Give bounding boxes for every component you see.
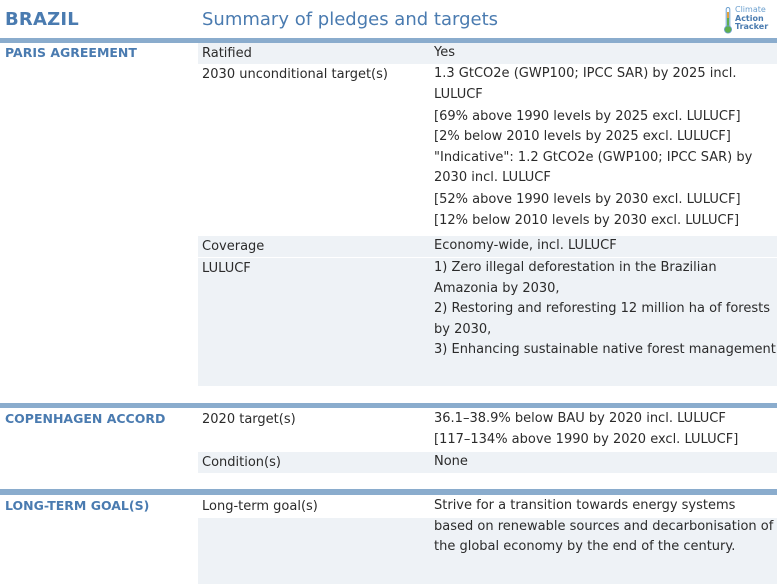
value-line: [52% above 1990 levels by 2030 excl. LULUCF]	[434, 192, 741, 207]
country-title: BRAZIL	[5, 9, 79, 30]
row-value	[434, 496, 776, 558]
section-label-copenhagen-accord: COPENHAGEN ACCORD	[5, 411, 166, 426]
section-divider	[0, 489, 777, 495]
value-line: "Indicative": 1.2 GtCO2e (GWP100; IPCC SAR) by 2030 incl. LULUCF	[434, 149, 753, 185]
value-line: 2) Restoring and reforesting 12 million ha of forests by 2030,	[434, 301, 771, 337]
value-line: Economy-wide, incl. LULUCF	[434, 238, 617, 253]
value-line: [69% above 1990 levels by 2025 excl. LULUCF]	[434, 108, 741, 124]
table-row-value	[198, 496, 777, 562]
row-key: 2020 target(s)	[202, 412, 296, 427]
row-key: Ratified	[202, 46, 252, 61]
row-value	[434, 236, 776, 257]
section-label-paris-agreement: PARIS AGREEMENT	[5, 45, 137, 60]
row-value	[434, 258, 776, 361]
section-label-long-term-goals: LONG-TERM GOAL(S)	[5, 498, 150, 513]
climate-action-tracker-logo	[722, 6, 774, 36]
logo-line-3: Tracker	[735, 22, 769, 31]
logo-line-1: Climate	[735, 5, 766, 14]
row-key: Long-term goal(s)	[202, 499, 318, 514]
table-row	[198, 43, 777, 64]
page-title: Summary of pledges and targets	[202, 9, 498, 30]
value-line: 1.3 GtCO2e (GWP100; IPCC SAR) by 2025 incl. LULUCF	[434, 66, 737, 102]
section-divider	[0, 403, 777, 408]
row-key: 2030 unconditional target(s)	[202, 67, 388, 82]
logo-line-2: Action	[735, 13, 764, 23]
thermometer-icon	[724, 7, 732, 34]
row-key: LULUCF	[202, 261, 251, 276]
logo-text	[735, 6, 768, 32]
value-line: None	[434, 454, 468, 469]
row-value	[434, 452, 776, 473]
table-row	[198, 258, 777, 386]
table-row	[198, 236, 777, 257]
value-line: [2% below 2010 levels by 2025 excl. LULUCF]	[434, 129, 731, 144]
value-line: [12% below 2010 levels by 2030 excl. LULUCF]	[434, 212, 740, 228]
value-line: 1) Zero illegal deforestation in the Brazilian Amazonia by 2030,	[434, 260, 717, 296]
row-key: Condition(s)	[202, 455, 281, 470]
value-line: 36.1–38.9% below BAU by 2020 incl. LULUCF	[434, 411, 726, 426]
table-row	[198, 452, 777, 473]
value-line: Yes	[434, 45, 455, 60]
value-line: Strive for a transition towards energy systems based on renewable sources and decarbonisation of the global economy by the end of the century.	[434, 498, 774, 554]
row-value	[434, 64, 776, 231]
value-line: 3) Enhancing sustainable native forest management	[434, 342, 776, 357]
table-row	[198, 64, 777, 236]
row-value	[434, 409, 776, 450]
row-key: Coverage	[202, 239, 265, 254]
row-value	[434, 43, 776, 64]
value-line: [117–134% above 1990 by 2020 excl. LULUCF]	[434, 431, 739, 447]
table-row	[198, 409, 777, 451]
